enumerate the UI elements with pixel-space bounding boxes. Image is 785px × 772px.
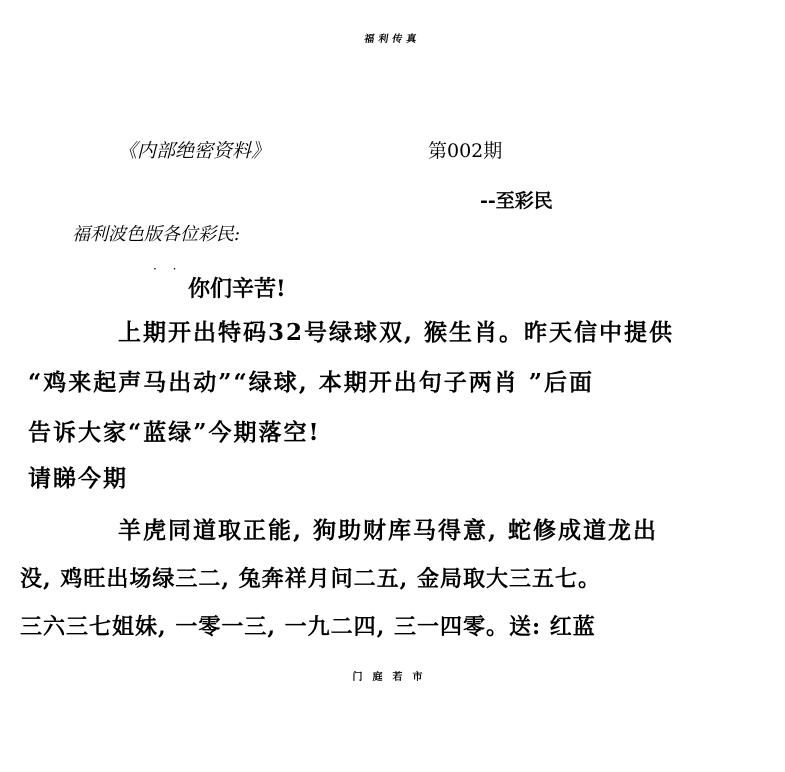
author-line: --至彩民 [480, 190, 553, 212]
body-line: 告诉大家“蓝绿”今期落空! [28, 419, 321, 446]
confidential-subtitle: 《内部绝密资料》 [118, 140, 271, 162]
body-line: “鸡来起声马出动”“绿球, 本期开出句子两肖 ”后面 [28, 369, 594, 396]
body-line: 羊虎同道取正能, 狗助财库马得意, 蛇修成道龙出 [118, 517, 659, 544]
thanks-line: 你们辛苦! [188, 276, 286, 302]
closing-phrase: 门庭若市 [352, 672, 433, 683]
body-line: 没, 鸡旺出场绿三二, 兔奔祥月问二五, 金局取大三五七。 [20, 566, 601, 592]
issue-number: 第002期 [428, 140, 503, 162]
body-line: 上期开出特码32号绿球双, 猴生肖。昨天信中提供 [118, 319, 675, 346]
body-line: 请睇今期 [28, 465, 128, 492]
document-title: 福利传真 [363, 34, 421, 45]
body-line: 三六三七姐妹, 一零一三, 一九二四, 三一四零。送: 红蓝 [20, 614, 596, 640]
greeting-line: 福利波色版各位彩民: [72, 224, 241, 245]
stray-marks: · · [153, 262, 183, 276]
